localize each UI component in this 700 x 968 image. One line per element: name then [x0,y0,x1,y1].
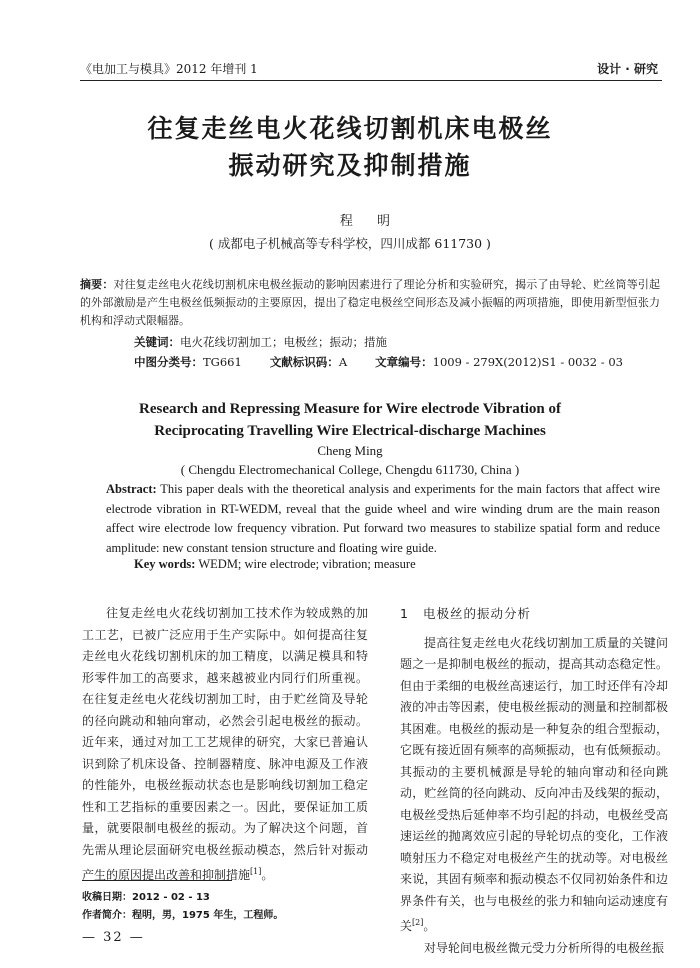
section-paragraph-1 [400,633,668,938]
keywords-en [134,557,416,572]
title-line-2: 振动研究及抑制措施 [228,151,472,180]
paper-title [0,110,700,184]
abstract-cn [80,276,660,330]
section-paragraph-2: 对导轮间电极丝微元受力分析所得的电极丝振 [424,940,665,955]
author-name: 程 明 [339,214,401,229]
classification-line [134,354,623,370]
author-affiliation-en: ( Chengdu Electromechanical College, Chengdu 611730, China ) [180,462,520,477]
article-no-label: 文章编号： [375,355,433,369]
citation-ref: [1] [250,867,262,876]
abstract-en [106,480,660,558]
intro-text: 往复走丝电火花线切割加工技术作为较成熟的加工工艺，已被广泛应用于生产实际中。如何提高往复走丝电火花线切割机床的加工精度，以满足模具和特形零件加工的高要求，越来越被业内同行们所重视。在往复走丝电火花线切割加工时，由于贮丝筒及导轮的径向跳动和轴向窜动，必然会引起电极丝的振动。近年来，通过对加工工艺规律的研究，大家已普遍认识到除了机床设备、控制器精度、脉冲电源及工作液的性能外，电极丝振动状态也是影响线切割加工稳定性和工艺指标的重要因素之一。因此，要保证加工质量，就要限制电极丝的振动。为了解决这个问题，首先需从理论层面研究电极丝振动模态，然后针对振动产生的原因提出改善和抑制措施 [82,606,368,882]
title-en-line-1: Research and Repressing Measure for Wire electrode Vibration of [139,401,561,417]
section-title: 电极丝的振动分析 [422,606,531,621]
page-number: — 32 — [82,930,145,945]
keywords-cn-text: 电火花线切割加工；电极丝；振动；措施 [180,335,387,349]
section-label: 设计 · 研究 [597,62,658,76]
keywords-cn [134,334,387,350]
paper-title-en [0,398,700,442]
section-paragraph-1-text: 提高往复走丝电火花线切割加工质量的关键问题之一是抑制电极丝的振动，提高其动态稳定性。但由于柔细的电极丝高速运行，加工时还伴有冷却液的冲击等因素，使电极丝振动的测量和控制都极其困难。电极丝的振动是一种复杂的组合型振动，它既有接近固有频率的高频振动，也有低频振动。其振动的主要机械源是导轮的轴向窜动和径向跳动，贮丝筒的径向跳动、反向冲击及线架的振动，电极丝受热后延伸率不均引起的抖动，电极丝受高速运丝的抛离效应引起的导轮切点的变化，工作液喷射压力不稳定对电极丝产生的扰动等。对电极丝来说，其固有频率和振动模态不仅同初始条件和边界条件有关，也与电极丝的张力和轴向运动速度有关 [400,635,668,933]
footnote-received: 收稿日期：2012 - 02 - 13 [82,892,210,903]
body-column-left [82,603,368,887]
abstract-en-label: Abstract: [106,482,157,496]
author-name-en: Cheng Ming [317,443,383,458]
keywords-en-label: Key words: [134,557,196,571]
clc-value: TG661 [203,355,242,369]
doc-code-label: 文献标识码： [269,355,339,369]
footnote-author-bio: 作者简介：程明，男，1975 年生，工程师。 [82,910,284,921]
abstract-en-text: This paper deals with the theoretical analysis and experiments for the main factors that affect wire electrode vibration in RT-WEDM, reveal that the guide wheel and wire winding drum are the main reason affect wire electrode low frequency vibration. Put forward two measures to stabilize spatial form and reduce amplitude: new constant tension structure and floating wire guide. [106,482,660,555]
body-column-right [400,603,668,959]
keywords-cn-label: 关键词： [134,335,180,349]
abstract-cn-label: 摘要： [80,278,114,291]
abstract-cn-text: 对往复走丝电火花线切割机床电极丝振动的影响因素进行了理论分析和实验研究，揭示了由导轮、贮丝筒等引起的外部激励是产生电极丝低频振动的主要原因，提出了稳定电极丝空间形态及减小振幅的两项措施，即使用新型恒张力机构和浮动式限幅器。 [80,278,661,327]
section-heading [400,603,668,625]
title-en-line-2: Reciprocating Travelling Wire Electrical-discharge Machines [154,423,546,439]
citation-ref: [2] [412,918,424,927]
article-no-value: 1009 - 279X(2012)S1 - 0032 - 03 [432,355,623,369]
intro-end: 。 [261,868,274,882]
journal-header: 《电加工与模具》2012 年增刊 1 [80,62,258,76]
header-divider [80,80,662,81]
footnote-divider [82,880,232,881]
keywords-en-text: WEDM; wire electrode; vibration; measure [195,557,416,571]
intro-paragraph [82,603,368,887]
title-line-1: 往复走丝电火花线切割机床电极丝 [147,114,553,143]
author-affiliation: ( 成都电子机械高等专科学校，四川成都 611730 ) [209,236,491,251]
section-paragraph-1-end: 。 [423,919,436,933]
section-number: 1 [400,606,409,621]
clc-label: 中图分类号： [134,355,203,369]
doc-code-value: A [338,355,348,369]
